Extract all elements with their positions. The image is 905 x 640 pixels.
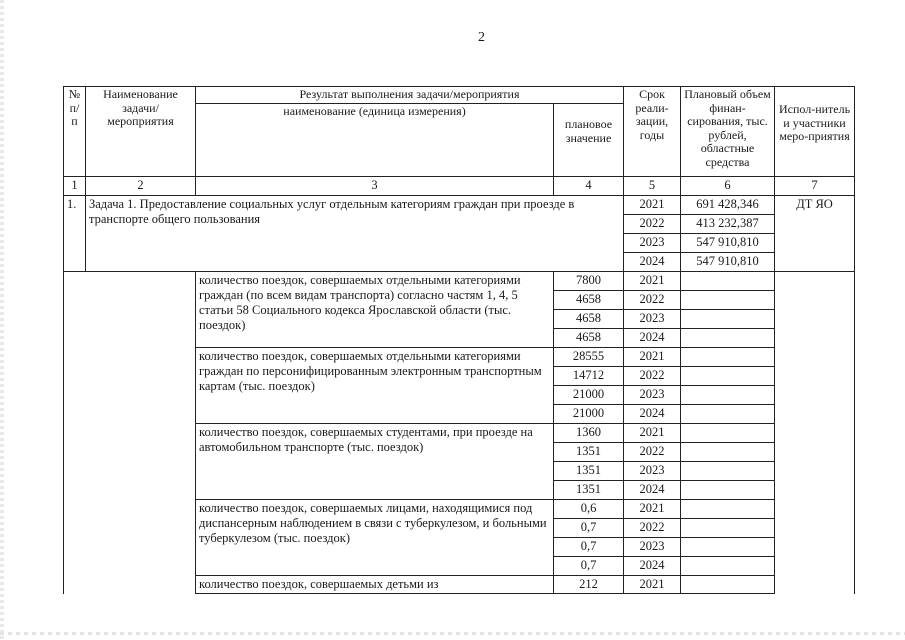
indicator-value: 0,7 [554, 538, 624, 557]
indicator-funding-empty [681, 405, 775, 424]
scan-edge-left [0, 0, 4, 640]
header-term: Срок реали-зации, годы [624, 87, 681, 177]
indicator-funding-empty [681, 500, 775, 519]
header-funding: Плановый объем финан-сирования, тыс. рублей, областные средства [681, 87, 775, 177]
indicator-blank [64, 272, 196, 594]
indicator-funding-empty [681, 291, 775, 310]
indicator-year: 2021 [624, 272, 681, 291]
indicator-value: 4658 [554, 291, 624, 310]
funding-year: 2024 [624, 253, 681, 272]
indicator-value: 28555 [554, 348, 624, 367]
indicator-value: 4658 [554, 329, 624, 348]
indicator-year: 2023 [624, 462, 681, 481]
funding-amount: 547 910,810 [681, 234, 775, 253]
column-number: 2 [86, 177, 196, 196]
indicator-value: 0,7 [554, 519, 624, 538]
indicator-year: 2024 [624, 557, 681, 576]
column-number-row [64, 177, 855, 196]
task-number: 1. [64, 196, 86, 272]
indicator-funding-empty [681, 519, 775, 538]
indicator-year: 2022 [624, 367, 681, 386]
indicator-value: 0,6 [554, 500, 624, 519]
indicator-funding-empty [681, 329, 775, 348]
indicator-name: количество поездок, совершаемых лицами, находящимися под диспансерным наблюдением в связи с туберкулезом, и больными туберкулезом (тыс. поездок) [196, 500, 554, 576]
indicator-row [64, 272, 855, 291]
indicator-year: 2023 [624, 310, 681, 329]
indicator-year: 2024 [624, 329, 681, 348]
funding-amount: 547 910,810 [681, 253, 775, 272]
indicator-funding-empty [681, 538, 775, 557]
header-executor: Испол-нитель и участники меро-приятия [775, 87, 855, 177]
column-number: 7 [775, 177, 855, 196]
indicator-value: 7800 [554, 272, 624, 291]
column-number: 5 [624, 177, 681, 196]
indicator-value: 1351 [554, 481, 624, 500]
indicator-value: 1351 [554, 443, 624, 462]
indicator-value: 14712 [554, 367, 624, 386]
indicator-funding-empty [681, 557, 775, 576]
column-number: 1 [64, 177, 86, 196]
indicator-name: количество поездок, совершаемых отдельными категориями граждан (по всем видам транспорта) согласно частям 1, 4, 5 статьи 58 Социального кодекса Ярославской области (тыс. поездок) [196, 272, 554, 348]
indicator-year: 2024 [624, 405, 681, 424]
indicator-year: 2022 [624, 443, 681, 462]
indicator-value: 21000 [554, 405, 624, 424]
scan-edge-bottom [0, 632, 905, 635]
indicator-value: 212 [554, 576, 624, 594]
indicator-value: 1351 [554, 462, 624, 481]
indicator-name: количество поездок, совершаемых отдельными категориями граждан по персонифицированным электронным транспортным картам (тыс. поездок) [196, 348, 554, 424]
indicator-year: 2021 [624, 576, 681, 594]
indicator-funding-empty [681, 462, 775, 481]
header-planned-value: плановое значение [554, 104, 624, 177]
indicator-executor-empty [775, 272, 855, 594]
task-row [64, 196, 855, 215]
header-result-group: Результат выполнения задачи/мероприятия [196, 87, 624, 104]
indicator-year: 2021 [624, 500, 681, 519]
indicator-name: количество поездок, совершаемых студентами, при проезде на автомобильном транспорте (тыс. поездок) [196, 424, 554, 500]
indicator-value: 1360 [554, 424, 624, 443]
funding-amount: 691 428,346 [681, 196, 775, 215]
indicator-funding-empty [681, 443, 775, 462]
program-table [63, 86, 855, 594]
task-title: Задача 1. Предоставление социальных услуг отдельным категориям граждан при проезде в транспорте общего пользования [86, 196, 624, 272]
indicator-funding-empty [681, 348, 775, 367]
indicator-year: 2021 [624, 424, 681, 443]
indicator-funding-empty [681, 310, 775, 329]
header-task-name: Наименование задачи/ мероприятия [86, 87, 196, 177]
indicator-year: 2024 [624, 481, 681, 500]
indicator-year: 2022 [624, 291, 681, 310]
indicator-year: 2022 [624, 519, 681, 538]
page-number: 2 [478, 30, 485, 45]
indicator-name: количество поездок, совершаемых детьми из [196, 576, 554, 594]
header-row-1 [64, 87, 855, 104]
indicator-funding-empty [681, 367, 775, 386]
header-number: № п/п [64, 87, 86, 177]
column-number: 3 [196, 177, 554, 196]
indicator-funding-empty [681, 481, 775, 500]
task-executor: ДТ ЯО [775, 196, 855, 272]
indicator-value: 21000 [554, 386, 624, 405]
indicator-funding-empty [681, 576, 775, 594]
indicator-value: 4658 [554, 310, 624, 329]
header-result-name: наименование (единица измерения) [196, 104, 554, 177]
funding-year: 2021 [624, 196, 681, 215]
funding-year: 2022 [624, 215, 681, 234]
funding-year: 2023 [624, 234, 681, 253]
indicator-year: 2023 [624, 538, 681, 557]
column-number: 4 [554, 177, 624, 196]
indicator-funding-empty [681, 424, 775, 443]
indicator-year: 2021 [624, 348, 681, 367]
column-number: 6 [681, 177, 775, 196]
indicator-funding-empty [681, 386, 775, 405]
indicator-funding-empty [681, 272, 775, 291]
funding-amount: 413 232,387 [681, 215, 775, 234]
indicator-year: 2023 [624, 386, 681, 405]
indicator-value: 0,7 [554, 557, 624, 576]
